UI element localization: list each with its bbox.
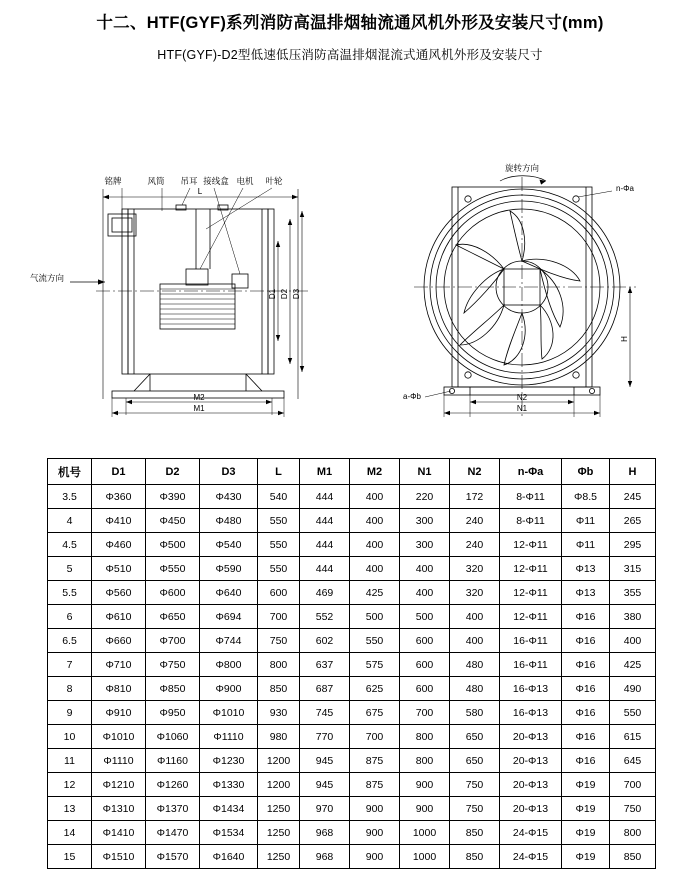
cell-d3: Φ640 (200, 581, 258, 605)
cell-n2: 320 (450, 557, 500, 581)
cell-m2: 875 (350, 773, 400, 797)
cell-model: 4.5 (48, 533, 92, 557)
cell-phi-b: Φ19 (562, 845, 610, 869)
cell-d3: Φ800 (200, 653, 258, 677)
cell-n1: 1000 (400, 845, 450, 869)
cell-m2: 900 (350, 797, 400, 821)
cell-n1: 220 (400, 485, 450, 509)
cell-n-phi-a: 12-Φ11 (500, 605, 562, 629)
table-row (48, 605, 656, 629)
cell-d2: Φ1260 (146, 773, 200, 797)
cell-m2: 625 (350, 677, 400, 701)
cell-n1: 600 (400, 653, 450, 677)
cell-m1: 444 (300, 533, 350, 557)
cell-d1: Φ410 (92, 509, 146, 533)
cell-d2: Φ600 (146, 581, 200, 605)
cell-m1: 637 (300, 653, 350, 677)
cell-phi-b: Φ16 (562, 653, 610, 677)
cell-d3: Φ430 (200, 485, 258, 509)
table-body (48, 485, 656, 869)
cell-model: 13 (48, 797, 92, 821)
cell-model: 15 (48, 845, 92, 869)
cell-l: 550 (258, 509, 300, 533)
cell-m1: 552 (300, 605, 350, 629)
cell-h: 400 (610, 629, 656, 653)
cell-d2: Φ1570 (146, 845, 200, 869)
label-airflow: 气流方向 (29, 273, 64, 283)
cell-d3: Φ590 (200, 557, 258, 581)
cell-n2: 320 (450, 581, 500, 605)
label-m1: M1 (193, 404, 205, 413)
cell-d3: Φ1534 (200, 821, 258, 845)
cell-d2: Φ500 (146, 533, 200, 557)
cell-m2: 900 (350, 821, 400, 845)
label-a-phi-b: a-Φb (403, 392, 421, 401)
cell-l: 540 (258, 485, 300, 509)
cell-m1: 968 (300, 821, 350, 845)
cell-d3: Φ540 (200, 533, 258, 557)
cell-d3: Φ900 (200, 677, 258, 701)
cell-phi-b: Φ19 (562, 797, 610, 821)
table-row (48, 653, 656, 677)
cell-d1: Φ1510 (92, 845, 146, 869)
label-h: H (620, 336, 629, 342)
spec-table (47, 458, 656, 869)
cell-n2: 172 (450, 485, 500, 509)
col-header-d2: D2 (146, 459, 200, 485)
cell-n1: 900 (400, 773, 450, 797)
cell-h: 315 (610, 557, 656, 581)
cell-h: 800 (610, 821, 656, 845)
cell-d2: Φ1060 (146, 725, 200, 749)
cell-n-phi-a: 12-Φ11 (500, 557, 562, 581)
cell-phi-b: Φ16 (562, 725, 610, 749)
cell-phi-b: Φ16 (562, 677, 610, 701)
cell-n-phi-a: 8-Φ11 (500, 485, 562, 509)
cell-d3: Φ480 (200, 509, 258, 533)
cell-n1: 700 (400, 701, 450, 725)
label-n2: N2 (516, 393, 528, 402)
cell-phi-b: Φ19 (562, 773, 610, 797)
cell-d2: Φ1370 (146, 797, 200, 821)
cell-d2: Φ1470 (146, 821, 200, 845)
cell-d1: Φ660 (92, 629, 146, 653)
cell-n2: 480 (450, 653, 500, 677)
cell-m1: 444 (300, 557, 350, 581)
cell-n-phi-a: 16-Φ11 (500, 653, 562, 677)
cell-m2: 550 (350, 629, 400, 653)
col-header-n1: N1 (400, 459, 450, 485)
cell-d2: Φ750 (146, 653, 200, 677)
right-view (414, 176, 636, 417)
cell-d3: Φ1010 (200, 701, 258, 725)
col-header-d3: D3 (200, 459, 258, 485)
cell-model: 5 (48, 557, 92, 581)
cell-l: 1250 (258, 797, 300, 821)
cell-m1: 444 (300, 509, 350, 533)
cell-l: 550 (258, 533, 300, 557)
cell-n-phi-a: 20-Φ13 (500, 773, 562, 797)
cell-n2: 580 (450, 701, 500, 725)
cell-m1: 602 (300, 629, 350, 653)
cell-l: 850 (258, 677, 300, 701)
cell-n2: 240 (450, 509, 500, 533)
cell-n2: 850 (450, 845, 500, 869)
label-impeller: 叶轮 (265, 176, 283, 186)
cell-m2: 575 (350, 653, 400, 677)
cell-m1: 745 (300, 701, 350, 725)
label-junction-box: 接线盒 (203, 176, 229, 186)
label-d1: D1 (268, 288, 277, 300)
label-motor: 电机 (236, 176, 254, 186)
cell-h: 700 (610, 773, 656, 797)
cell-d1: Φ460 (92, 533, 146, 557)
cell-n1: 600 (400, 629, 450, 653)
cell-d2: Φ950 (146, 701, 200, 725)
cell-d2: Φ1160 (146, 749, 200, 773)
table-row (48, 845, 656, 869)
label-rotation-direction: 旋转方向 (504, 163, 540, 173)
cell-model: 12 (48, 773, 92, 797)
col-header-d1: D1 (92, 459, 146, 485)
cell-n1: 900 (400, 797, 450, 821)
cell-n2: 650 (450, 749, 500, 773)
cell-d1: Φ710 (92, 653, 146, 677)
cell-n2: 400 (450, 629, 500, 653)
label-n-phi-a: n-Φa (616, 184, 634, 193)
cell-h: 425 (610, 653, 656, 677)
cell-d2: Φ700 (146, 629, 200, 653)
cell-l: 1200 (258, 773, 300, 797)
cell-d2: Φ650 (146, 605, 200, 629)
col-header-n-phi-a: n-Φa (500, 459, 562, 485)
cell-d1: Φ560 (92, 581, 146, 605)
cell-n1: 400 (400, 581, 450, 605)
col-header-l: L (258, 459, 300, 485)
cell-l: 980 (258, 725, 300, 749)
col-header-m1: M1 (300, 459, 350, 485)
cell-phi-b: Φ16 (562, 629, 610, 653)
cell-m2: 875 (350, 749, 400, 773)
cell-phi-b: Φ11 (562, 533, 610, 557)
cell-l: 600 (258, 581, 300, 605)
cell-model: 10 (48, 725, 92, 749)
cell-phi-b: Φ16 (562, 605, 610, 629)
cell-n2: 650 (450, 725, 500, 749)
cell-n2: 400 (450, 605, 500, 629)
cell-d1: Φ1410 (92, 821, 146, 845)
cell-model: 14 (48, 821, 92, 845)
table-row (48, 773, 656, 797)
table-row (48, 557, 656, 581)
cell-m1: 469 (300, 581, 350, 605)
cell-n-phi-a: 24-Φ15 (500, 845, 562, 869)
cell-l: 1200 (258, 749, 300, 773)
cell-l: 700 (258, 605, 300, 629)
cell-m1: 970 (300, 797, 350, 821)
cell-d2: Φ550 (146, 557, 200, 581)
cell-m1: 770 (300, 725, 350, 749)
cell-l: 750 (258, 629, 300, 653)
cell-n-phi-a: 20-Φ13 (500, 749, 562, 773)
cell-n2: 750 (450, 773, 500, 797)
cell-d3: Φ744 (200, 629, 258, 653)
cell-d2: Φ850 (146, 677, 200, 701)
cell-model: 5.5 (48, 581, 92, 605)
cell-n-phi-a: 20-Φ13 (500, 725, 562, 749)
cell-n1: 800 (400, 749, 450, 773)
cell-d1: Φ610 (92, 605, 146, 629)
cell-d3: Φ1330 (200, 773, 258, 797)
cell-n1: 600 (400, 677, 450, 701)
cell-n-phi-a: 20-Φ13 (500, 797, 562, 821)
spec-table-wrapper (47, 458, 655, 869)
col-header-model: 机号 (48, 459, 92, 485)
cell-h: 550 (610, 701, 656, 725)
cell-m1: 968 (300, 845, 350, 869)
page-subtitle: HTF(GYF)-D2型低速低压消防高温排烟混流式通风机外形及安装尺寸 (157, 48, 543, 62)
cell-d1: Φ1110 (92, 749, 146, 773)
col-header-h: H (610, 459, 656, 485)
cell-d3: Φ1640 (200, 845, 258, 869)
table-row (48, 533, 656, 557)
cell-l: 930 (258, 701, 300, 725)
cell-d1: Φ910 (92, 701, 146, 725)
cell-model: 6 (48, 605, 92, 629)
cell-n-phi-a: 16-Φ13 (500, 701, 562, 725)
page-title: 十二、HTF(GYF)系列消防高温排烟轴流通风机外形及安装尺寸(mm) (96, 14, 604, 32)
cell-n1: 500 (400, 605, 450, 629)
cell-m2: 425 (350, 581, 400, 605)
cell-h: 380 (610, 605, 656, 629)
cell-l: 1250 (258, 821, 300, 845)
cell-model: 4 (48, 509, 92, 533)
cell-phi-b: Φ11 (562, 509, 610, 533)
cell-d1: Φ360 (92, 485, 146, 509)
col-header-n2: N2 (450, 459, 500, 485)
cell-m2: 500 (350, 605, 400, 629)
cell-d3: Φ694 (200, 605, 258, 629)
cell-n-phi-a: 16-Φ11 (500, 629, 562, 653)
cell-n1: 400 (400, 557, 450, 581)
drawing-svg (0, 69, 700, 429)
cell-m2: 675 (350, 701, 400, 725)
cell-m1: 687 (300, 677, 350, 701)
table-row (48, 629, 656, 653)
cell-l: 1250 (258, 845, 300, 869)
cell-n2: 480 (450, 677, 500, 701)
cell-d2: Φ390 (146, 485, 200, 509)
cell-model: 7 (48, 653, 92, 677)
left-view (70, 188, 310, 417)
cell-h: 645 (610, 749, 656, 773)
cell-d3: Φ1434 (200, 797, 258, 821)
label-d2: D2 (280, 288, 289, 300)
table-row (48, 797, 656, 821)
cell-d1: Φ1010 (92, 725, 146, 749)
col-header-m2: M2 (350, 459, 400, 485)
table-row (48, 749, 656, 773)
cell-n1: 1000 (400, 821, 450, 845)
label-hanger: 吊耳 (180, 176, 198, 186)
page (0, 9, 700, 863)
cell-l: 800 (258, 653, 300, 677)
cell-n-phi-a: 12-Φ11 (500, 581, 562, 605)
label-d3: D3 (292, 288, 301, 300)
cell-d1: Φ510 (92, 557, 146, 581)
cell-model: 11 (48, 749, 92, 773)
cell-d1: Φ1310 (92, 797, 146, 821)
cell-h: 490 (610, 677, 656, 701)
technical-drawing (0, 69, 700, 429)
table-row (48, 509, 656, 533)
cell-n2: 240 (450, 533, 500, 557)
cell-model: 8 (48, 677, 92, 701)
cell-n-phi-a: 16-Φ13 (500, 677, 562, 701)
cell-n-phi-a: 24-Φ15 (500, 821, 562, 845)
cell-phi-b: Φ16 (562, 749, 610, 773)
cell-phi-b: Φ13 (562, 581, 610, 605)
cell-l: 550 (258, 557, 300, 581)
table-header-row (48, 459, 656, 485)
cell-m2: 400 (350, 533, 400, 557)
table-row (48, 725, 656, 749)
label-n1: N1 (516, 404, 528, 413)
cell-d1: Φ810 (92, 677, 146, 701)
cell-phi-b: Φ19 (562, 821, 610, 845)
table-row (48, 581, 656, 605)
table-row (48, 485, 656, 509)
table-row (48, 821, 656, 845)
cell-m1: 444 (300, 485, 350, 509)
cell-d3: Φ1230 (200, 749, 258, 773)
cell-d3: Φ1110 (200, 725, 258, 749)
cell-model: 3.5 (48, 485, 92, 509)
label-m2: M2 (193, 393, 205, 402)
cell-m2: 400 (350, 485, 400, 509)
cell-phi-b: Φ16 (562, 701, 610, 725)
cell-m2: 900 (350, 845, 400, 869)
cell-n-phi-a: 12-Φ11 (500, 533, 562, 557)
cell-n2: 850 (450, 821, 500, 845)
cell-h: 615 (610, 725, 656, 749)
cell-model: 6.5 (48, 629, 92, 653)
cell-h: 355 (610, 581, 656, 605)
table-row (48, 677, 656, 701)
cell-n-phi-a: 8-Φ11 (500, 509, 562, 533)
cell-n1: 300 (400, 509, 450, 533)
cell-m2: 400 (350, 557, 400, 581)
cell-model: 9 (48, 701, 92, 725)
cell-h: 245 (610, 485, 656, 509)
cell-m1: 945 (300, 773, 350, 797)
cell-h: 295 (610, 533, 656, 557)
cell-h: 265 (610, 509, 656, 533)
col-header-phi-b: Φb (562, 459, 610, 485)
cell-n1: 300 (400, 533, 450, 557)
cell-h: 750 (610, 797, 656, 821)
cell-m1: 945 (300, 749, 350, 773)
cell-m2: 400 (350, 509, 400, 533)
cell-m2: 700 (350, 725, 400, 749)
cell-n2: 750 (450, 797, 500, 821)
cell-d1: Φ1210 (92, 773, 146, 797)
label-l: L (197, 187, 203, 196)
label-nameplate: 铭牌 (104, 176, 122, 186)
label-fan-casing: 风筒 (147, 176, 165, 186)
cell-d2: Φ450 (146, 509, 200, 533)
table-row (48, 701, 656, 725)
cell-h: 850 (610, 845, 656, 869)
cell-phi-b: Φ13 (562, 557, 610, 581)
cell-n1: 800 (400, 725, 450, 749)
cell-phi-b: Φ8.5 (562, 485, 610, 509)
